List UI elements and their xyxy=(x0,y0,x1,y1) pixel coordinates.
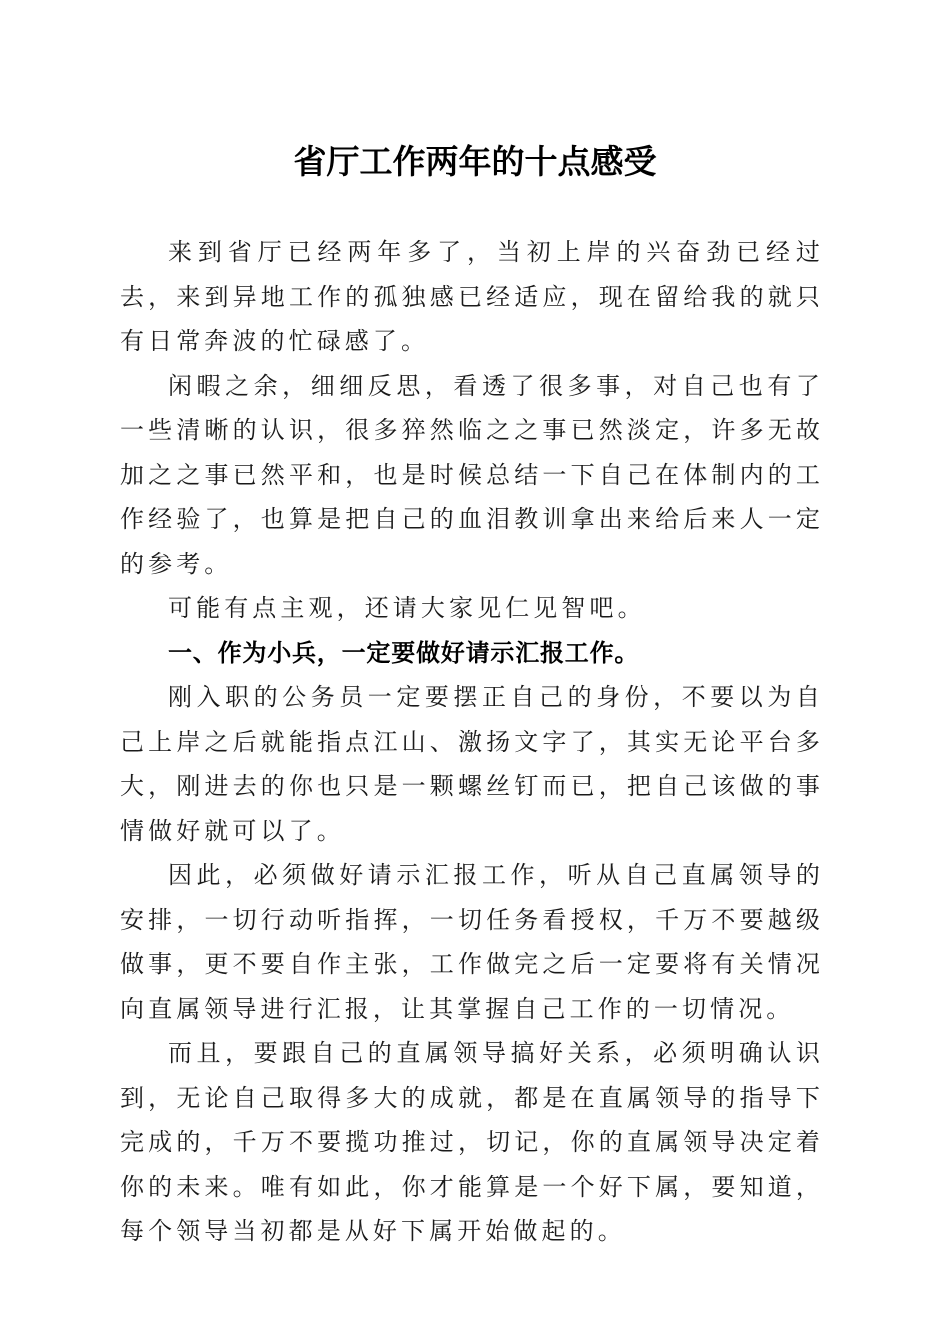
document-title: 省厅工作两年的十点感受 xyxy=(293,142,657,181)
paragraph-disclaimer: 可能有点主观，还请大家见仁见智吧。 xyxy=(168,594,646,622)
paragraph-section1-a: 刚入职的公务员一定要摆正自己的身份，不要以为自己上岸之后就能指点江山、激扬文字了，其实无论平台多大，刚进去的你也只是一颗螺丝钉而已，把自己该做的事情做好就可以了。 xyxy=(120,683,824,845)
paragraph-section1-b: 因此，必须做好请示汇报工作，听从自己直属领导的安排，一切行动听指挥，一切任务看授权，千万不要越级做事，更不要自作主张，工作做完之后一定要将有关情况向直属领导进行汇报，让其掌握自己工作的一切情况。 xyxy=(120,861,824,1023)
paragraph-section1-c: 而且，要跟自己的直属领导搞好关系，必须明确认识到，无论自己取得多大的成就，都是在直属领导的指导下完成的，千万不要揽功推过，切记，你的直属领导决定着你的未来。唯有如此，你才能算是一个好下属，要知道，每个领导当初都是从好下属开始做起的。 xyxy=(120,1039,824,1245)
document-body xyxy=(120,230,824,1254)
paragraph-reflection: 闲暇之余，细细反思，看透了很多事，对自己也有了一些清晰的认识，很多猝然临之之事已然淡定，许多无故加之之事已然平和，也是时候总结一下自己在体制内的工作经验了，也算是把自己的血泪教训拿出来给后来人一定的参考。 xyxy=(120,371,824,578)
paragraph-intro: 来到省厅已经两年多了，当初上岸的兴奋劲已经过去，来到异地工作的孤独感已经适应，现在留给我的就只有日常奔波的忙碌感了。 xyxy=(120,238,824,355)
section-heading-1: 一、作为小兵，一定要做好请示汇报工作。 xyxy=(168,638,640,667)
